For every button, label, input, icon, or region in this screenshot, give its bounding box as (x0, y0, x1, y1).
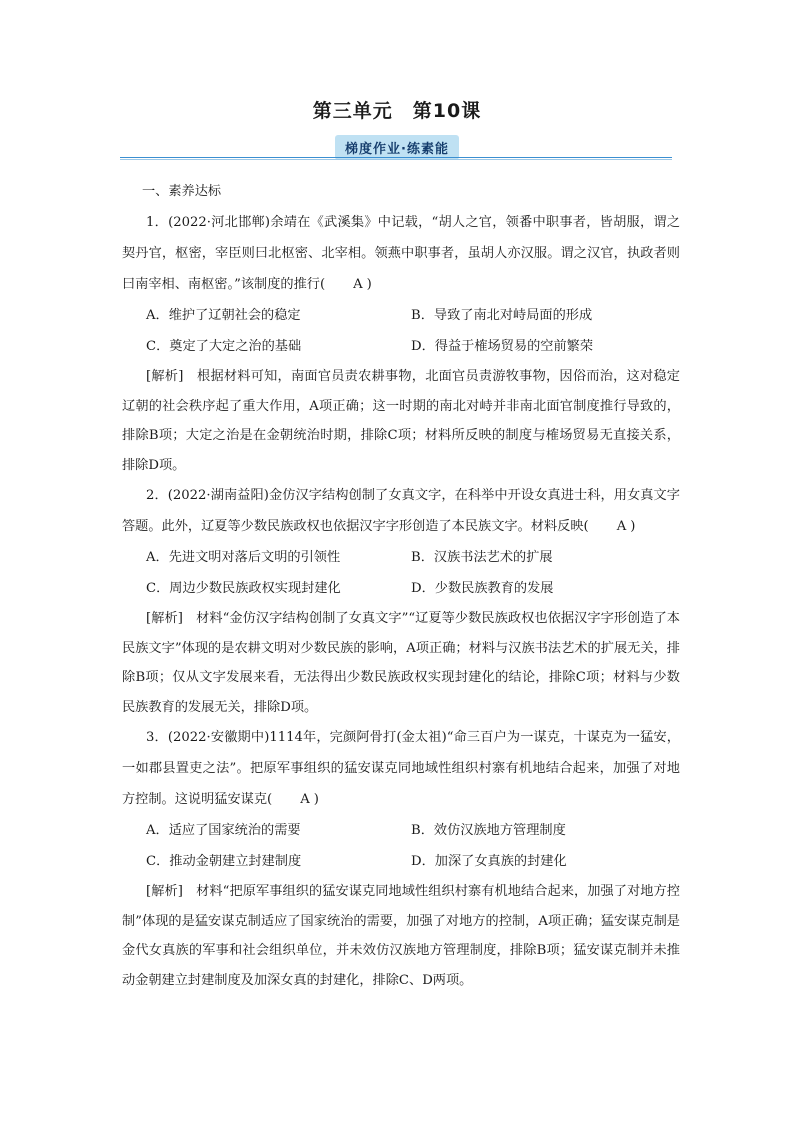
option-d: D．少数民族教育的发展 (411, 581, 554, 596)
option-b: B．导致了南北对峙局面的形成 (411, 308, 593, 323)
option-a: A．适应了国家统治的需要 (146, 823, 301, 838)
question-3 (122, 722, 680, 995)
option-a: A．先进文明对落后文明的引领性 (146, 550, 341, 565)
answer: A (353, 277, 363, 292)
analysis: [解析] 材料“把原军事组织的猛安谋克同地域性组织村寨有机地结合起来，加强了对地方控制”体现的是猛安谋克制适应了国家统治的需要，加强了对地方的控制，A项正确；猛安谋克制是金代女真族的军事和社会组织单位，并未效仿汉族地方管理制度，排除B项；猛安谋克制并未推动金朝建立封建制度及加深女真的封建化，排除C、D两项。 (122, 884, 680, 988)
section-heading: 一、素养达标 (142, 184, 222, 199)
option-d: D．得益于榷场贸易的空前繁荣 (411, 339, 594, 354)
answer: A (616, 519, 627, 534)
option-c: C．奠定了大定之治的基础 (146, 339, 302, 354)
analysis: [解析] 材料“金仿汉字结构创制了女真文字”“辽夏等少数民族政权也依据汉字字形创造了本民族文字”体现的是农耕文明对少数民族的影响，A项正确；材料与汉族书法艺术的扩展无关，排除B项；仅从文字发展来看，无法得出少数民族政权实现封建化的结论，排除C项；材料与少数民族教育的发展无关，排除D项。 (122, 611, 680, 715)
option-d: D．加深了女真族的封建化 (411, 854, 567, 869)
question-stem: 1．(2022·河北邯郸)余靖在《武溪集》中记载，“胡人之官，领番中职事者，皆胡服，谓之契丹官，枢密，宰臣则曰北枢密、北宰相。领燕中职事者，虽胡人亦汉服。谓之汉官，执政者则曰南宰相、南枢密。”该制度的推行( A ) (122, 207, 680, 300)
option-c: C．推动金朝建立封建制度 (146, 854, 302, 869)
options (122, 300, 680, 362)
option-b: B．汉族书法艺术的扩展 (411, 550, 553, 565)
option-a: A．维护了辽朝社会的稳定 (146, 308, 301, 323)
section-badge: 梯度作业·练素能 (335, 135, 459, 160)
option-b: B．效仿汉族地方管理制度 (411, 823, 566, 838)
option-c: C．周边少数民族政权实现封建化 (146, 581, 341, 596)
question-stem: 2．(2022·湖南益阳)金仿汉字结构创制了女真文字，在科举中开设女真进士科，用女真文字答题。此外，辽夏等少数民族政权也依据汉字字形创造了本民族文字。材料反映( A ) (122, 480, 680, 542)
question-2 (122, 480, 680, 722)
analysis: [解析] 根据材料可知，南面官员责农耕事物，北面官员责游牧事物，因俗而治，这对稳定辽朝的社会秩序起了重大作用，A项正确；这一时期的南北对峙并非南北面官制度推行导致的，排除B项；大定之治是在金朝统治时期，排除C项；材料所反映的制度与榷场贸易无直接关系，排除D项。 (122, 369, 680, 473)
options (122, 815, 680, 877)
page-title (0, 96, 794, 123)
question-stem: 3．(2022·安徽期中)1114年，完颜阿骨打(金太祖)“命三百户为一谋克，十谋克为一猛安，一如郡县置吏之法”。把原军事组织的猛安谋克同地域性组织村寨有机地结合起来，加强了对地方控制。这说明猛安谋克( A ) (122, 722, 680, 815)
unit-title: 第三单元 (312, 100, 393, 122)
lesson-title: 第10课 (412, 100, 482, 122)
header-divider (120, 157, 672, 158)
answer: A (300, 792, 310, 807)
question-1 (122, 207, 680, 480)
options (122, 542, 680, 604)
document-body (122, 176, 680, 995)
header-divider-thin (120, 159, 672, 160)
